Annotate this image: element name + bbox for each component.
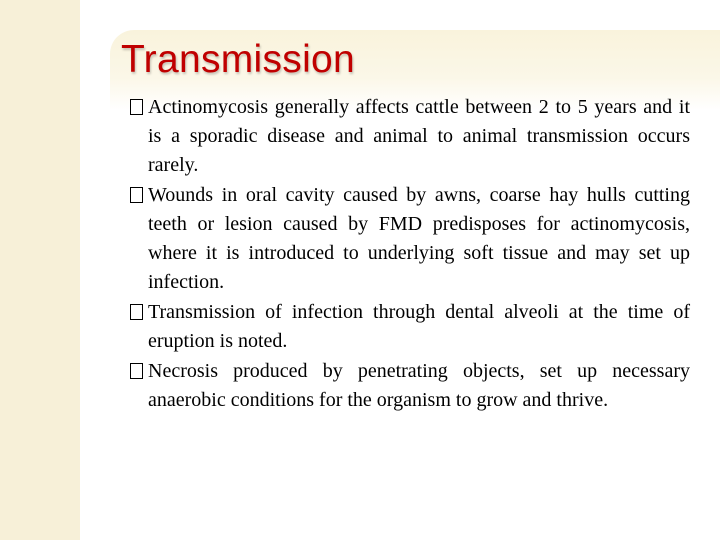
bullet-item bbox=[130, 357, 690, 415]
slide-title: Transmission bbox=[121, 38, 356, 81]
missing-glyph-box-icon bbox=[130, 304, 143, 320]
bullet-item bbox=[130, 181, 690, 297]
missing-glyph-box-icon bbox=[130, 99, 143, 115]
bullet-item bbox=[130, 298, 690, 356]
bullet-item bbox=[130, 93, 690, 180]
bullet-text: Necrosis produced by penetrating objects, set up necessary anaerobic conditions for the organism to grow and thrive. bbox=[148, 360, 690, 411]
missing-glyph-box-icon bbox=[130, 187, 143, 203]
bullet-text: Wounds in oral cavity caused by awns, coarse hay hulls cutting teeth or lesion caused by FMD predisposes for actinomycosis, where it is introduced to underlying soft tissue and may set up infection. bbox=[148, 184, 690, 293]
left-decorative-band bbox=[0, 0, 80, 540]
bullet-list bbox=[130, 93, 690, 416]
missing-glyph-box-icon bbox=[130, 363, 143, 379]
bullet-text: Transmission of infection through dental alveoli at the time of eruption is noted. bbox=[148, 301, 690, 352]
bullet-text: Actinomycosis generally affects cattle between 2 to 5 years and it is a sporadic disease and animal to animal transmission occurs rarely. bbox=[148, 96, 690, 176]
